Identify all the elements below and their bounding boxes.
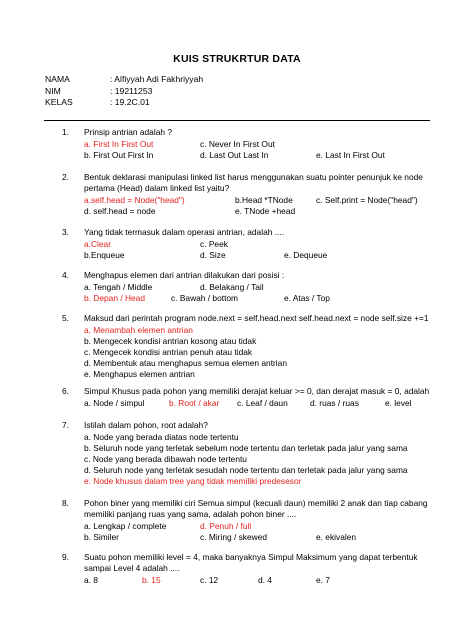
option-a: a. 8	[84, 574, 98, 585]
answer-options	[84, 398, 454, 409]
option-row	[84, 282, 454, 293]
option-row	[84, 239, 454, 250]
question-text	[84, 386, 454, 397]
option-d: d. Size	[200, 249, 226, 260]
option-row	[84, 443, 454, 454]
option-c: c. 12	[200, 574, 219, 585]
info-value: : 19211253	[110, 85, 153, 96]
option-e: e. ekivalen	[316, 531, 357, 542]
answer-options	[84, 282, 454, 304]
option-c: c. Bawah / bottom	[171, 292, 239, 303]
option-e: e. Atas / Top	[284, 292, 330, 303]
option-e: e. level	[385, 397, 412, 408]
answer-options	[84, 575, 454, 586]
option-d: d. Penuh / full	[200, 520, 252, 531]
option-row	[84, 195, 454, 206]
option-d: d. 4	[258, 574, 272, 585]
answer-options	[84, 432, 454, 488]
question-number: 8.	[62, 498, 69, 508]
question-number: 2.	[62, 172, 69, 182]
option-b: b. Seluruh node yang terletak sebelum node tertentu dan terletak pada jalur yang sama	[84, 442, 408, 453]
option-row	[84, 293, 454, 304]
answer-options	[84, 521, 454, 543]
option-c: c. Self.print = Node("head")	[316, 194, 418, 205]
question-number: 9.	[62, 552, 69, 562]
option-a: a. Tengah / Middle	[84, 281, 153, 292]
option-row	[84, 476, 454, 487]
question-number: 5.	[62, 313, 69, 323]
option-d: d. Membentuk atau menghapus semua elemen antrian	[84, 358, 287, 369]
option-c: c. Peek	[200, 238, 228, 249]
question-line: Bentuk deklarasi manipulasi linked list harus menggunakan suatu pointer penunjuk ke node	[84, 172, 423, 182]
option-b: b. 15	[142, 574, 161, 585]
option-row	[84, 575, 454, 586]
info-row-kelas	[45, 97, 203, 109]
option-row	[84, 250, 454, 261]
option-row	[84, 325, 454, 336]
question-line: Yang tidak termasuk dalam operasi antrian, adalah ....	[84, 227, 285, 237]
question-text	[84, 498, 454, 520]
option-d: d. Last Out Last In	[200, 149, 269, 160]
info-label: KELAS	[45, 97, 73, 107]
option-b: b. Similer	[84, 531, 119, 542]
option-a: a.Clear	[84, 238, 111, 249]
info-value: : Alfiyyah Adi Fakhriyyah	[110, 74, 204, 84]
question-line: sampai Level 4 adalah ....	[84, 563, 180, 574]
option-b: b.Enqueue	[84, 249, 125, 260]
option-e: e. Last In First Out	[316, 149, 385, 160]
question-line: Maksud dari perintah program node.next = self.head.next self.head.next = node self.size +=1	[84, 313, 429, 323]
option-d: d. ruas / ruas	[310, 397, 359, 408]
question-text	[84, 270, 444, 281]
question-text	[84, 127, 444, 138]
option-e: e. Menghapus elemen antrian	[84, 369, 195, 380]
question-number: 4.	[62, 270, 69, 280]
question-line: pertama (Head) dalam linked list yaitu?	[84, 183, 230, 194]
question-text	[84, 552, 454, 574]
option-a: a. First In First Out	[84, 138, 154, 149]
question-text	[84, 227, 444, 238]
option-row	[84, 358, 454, 369]
student-info	[45, 74, 203, 109]
option-b: b. Mengecek kondisi antrian kosong atau tidak	[84, 335, 257, 346]
question-line: memiliki panjang ruas yang sama, adalah pohon biner ....	[84, 509, 297, 520]
question-text	[84, 172, 454, 194]
option-row	[84, 465, 454, 476]
option-row	[84, 398, 454, 409]
option-c: c. Mengecek kondisi antrian penuh atau tidak	[84, 346, 253, 357]
option-a: a. Node yang berada diatas node tertentu	[84, 431, 239, 442]
question-line: Simpul Khusus pada pohon yang memiliki derajat keluar >= 0, dan derajat masuk = 0, adalah	[84, 386, 430, 396]
option-e: e. Node khusus dalam tree yang tidak memiliki predesesor	[84, 476, 302, 487]
question-line: Suatu pohon memiliki level = 4, maka banyaknya Simpul Maksimum yang dapat terbentuk	[84, 552, 418, 562]
question-line: Pohon biner yang memiliki ciri Semua simpul (kecuali daun) memiliki 2 anak dan tiap cabang	[84, 498, 428, 508]
option-d: d. Seluruh node yang terletak sesudah node tertentu dan terletak pada jalur yang sama	[84, 465, 408, 476]
option-b: b. First Out First In	[84, 149, 154, 160]
question-text	[84, 420, 444, 431]
info-row-nama	[45, 74, 203, 86]
answer-options	[84, 195, 454, 217]
option-row	[84, 432, 454, 443]
info-label: NIM	[45, 85, 61, 96]
option-b: b. Depan / Head	[84, 292, 145, 303]
option-e: e. TNode +head	[235, 205, 296, 216]
option-row	[84, 369, 454, 380]
question-text	[84, 313, 454, 324]
info-row-nim	[45, 86, 203, 98]
option-b: b. Root / akar	[169, 397, 220, 408]
option-a: a.self.head = Node("head")	[84, 194, 185, 205]
option-row	[84, 521, 454, 532]
option-row	[84, 206, 454, 217]
question-number: 7.	[62, 420, 69, 430]
option-row	[84, 532, 454, 543]
question-number: 3.	[62, 227, 69, 237]
option-row	[84, 454, 454, 465]
option-a: a. Menambah elemen antrian	[84, 324, 193, 335]
option-a: a. Node / simpul	[84, 397, 145, 408]
option-d: d. Belakang / Tail	[200, 281, 264, 292]
option-c: c. Miring / skewed	[200, 531, 268, 542]
option-a: a. Lengkap / complete	[84, 520, 167, 531]
option-row	[84, 139, 454, 150]
option-c: c. Leaf / daun	[237, 397, 288, 408]
option-d: d. self.head = node	[84, 205, 156, 216]
option-c: c. Node yang berada dibawah node tertentu	[84, 453, 247, 464]
option-b: b.Head *TNode	[235, 194, 293, 205]
question-line: Istilah dalam pohon, root adalah?	[84, 420, 208, 430]
option-c: c. Never In First Out	[200, 138, 275, 149]
question-line: Prinsip antrian adalah ?	[84, 127, 172, 137]
question-line: Menghapus elemen dari antrian dilakukan dari posisi :	[84, 270, 285, 280]
question-number: 1.	[62, 127, 69, 137]
answer-options	[84, 139, 454, 161]
option-e: e. Dequeue	[284, 249, 328, 260]
option-row	[84, 336, 454, 347]
info-label: NAMA	[45, 74, 70, 84]
option-row	[84, 150, 454, 161]
question-number: 6.	[62, 386, 69, 396]
header-divider	[44, 120, 430, 121]
answer-options	[84, 325, 454, 381]
option-e: e. 7	[316, 574, 330, 585]
document-title: KUIS STRUKRTUR DATA	[173, 53, 301, 65]
answer-options	[84, 239, 454, 261]
info-value: : 19.2C.01	[110, 97, 150, 107]
option-row	[84, 347, 454, 358]
